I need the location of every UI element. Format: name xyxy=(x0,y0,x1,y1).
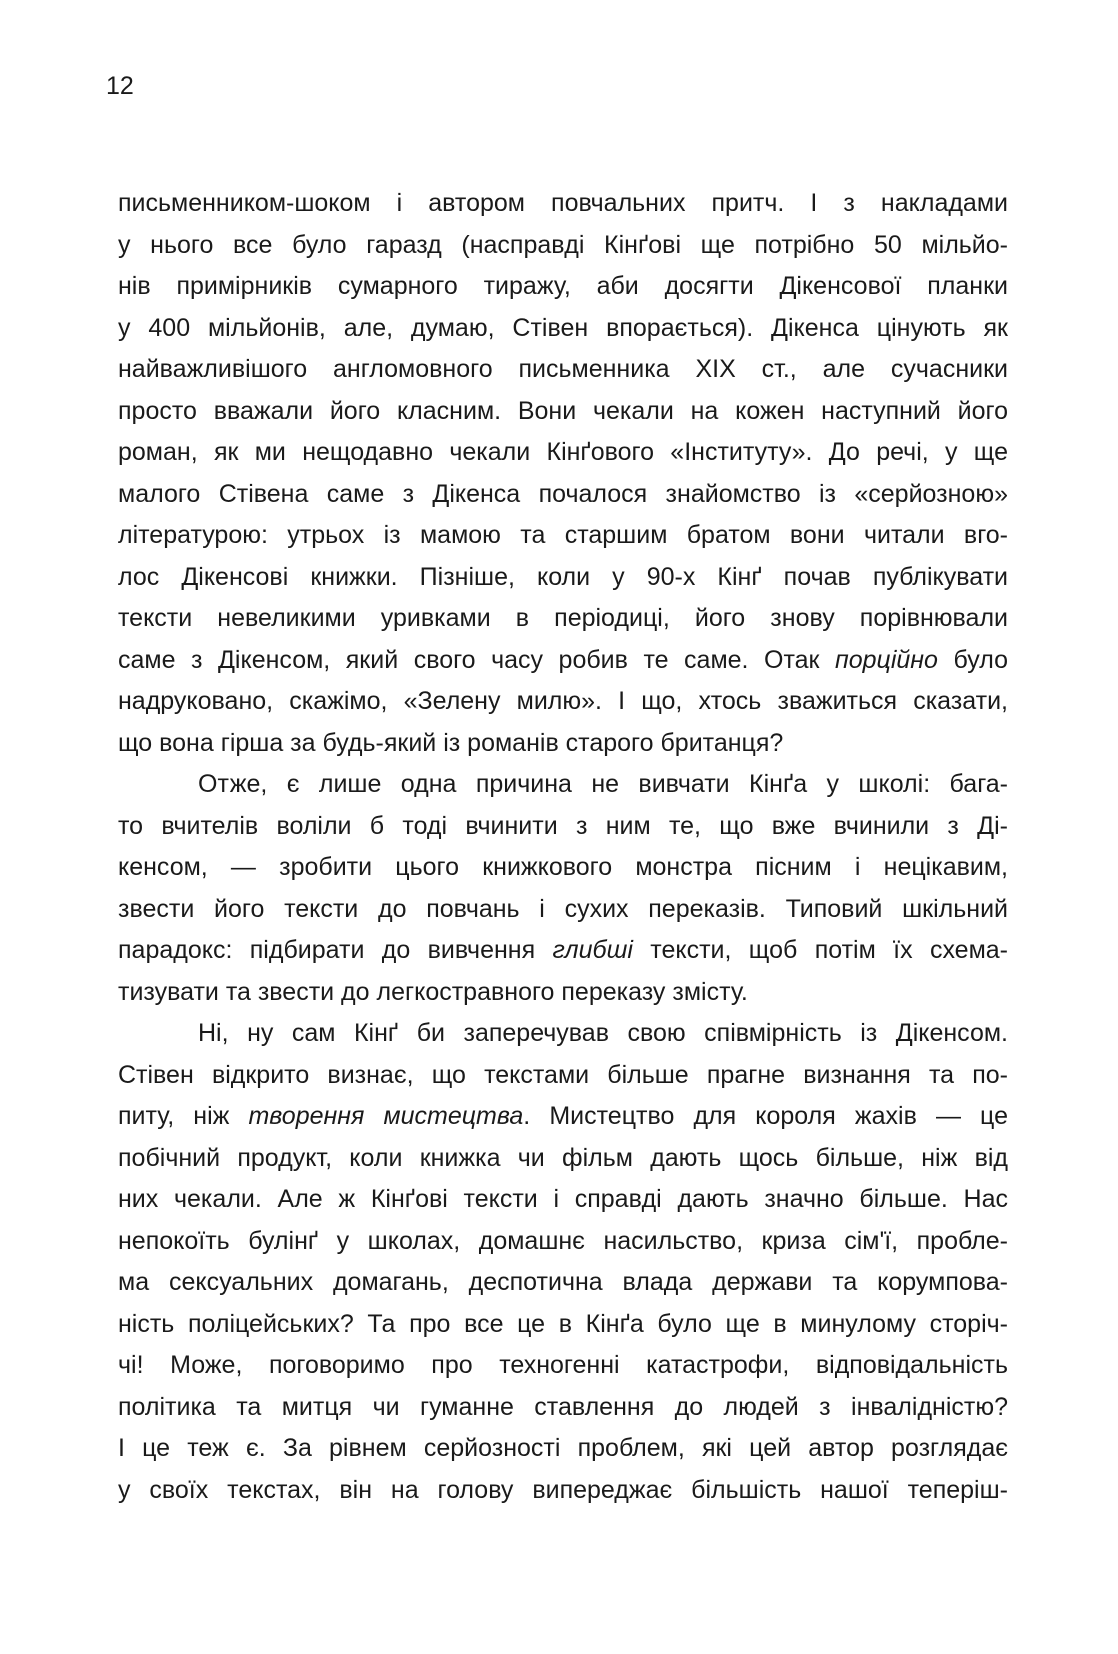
text-line: ма сексуальних домагань, деспотична влада держави та корумпова- xyxy=(118,1268,1008,1296)
text-segment: парадокс: підбирати до вивчення xyxy=(118,936,553,964)
text-line: надруковано, скажімо, «Зелену милю». І що, хтось зважиться сказати, xyxy=(118,687,1008,715)
text-line: І це теж є. За рівнем серйозності проблем, які цей автор розглядає xyxy=(118,1434,1008,1462)
text-line: Стівен відкрито визнає, що текстами більше прагне визнання та по- xyxy=(118,1060,1008,1089)
text-line: у 400 мільйонів, але, думаю, Стівен впорається). Дікенса цінують як xyxy=(118,313,1008,342)
text-line: непокоїть булінґ у школах, домашнє насильство, криза сім'ї, пробле- xyxy=(118,1226,1008,1255)
text-line: кенсом, — зробити цього книжкового монстра пісним і нецікавим, xyxy=(118,853,1008,881)
paragraph-3 xyxy=(118,1013,1008,1511)
text-line: лос Дікенсові книжки. Пізніше, коли у 90-х Кінґ почав публікувати xyxy=(118,562,1008,591)
text-line: Ні, ну сам Кінґ би заперечував свою співмірність із Дікенсом. xyxy=(198,1019,1008,1047)
text-line xyxy=(118,640,1008,682)
page-number: 12 xyxy=(106,72,134,100)
text-line: то вчителів воліли б тоді вчинити з ним те, що вже вчинили з Ді- xyxy=(118,811,1008,840)
text-line: тизувати та звести до легкостравного переказу змісту. xyxy=(118,977,748,1006)
text-segment: тексти, щоб потім їх схема- xyxy=(632,936,1008,964)
text-line: у своїх текстах, він на голову випереджає більшість нашої теперіш- xyxy=(118,1475,1008,1504)
text-line: Отже, є лише одна причина не вивчати Кінґа у школі: бага- xyxy=(198,770,1008,798)
text-segment: було xyxy=(937,645,1008,674)
text-line: письменником-шоком і автором повчальних притч. І з накладами xyxy=(118,189,1008,217)
text-line: побічний продукт, коли книжка чи фільм дають щось більше, ніж від xyxy=(118,1143,1008,1172)
text-line: нів примірників сумарного тиражу, аби досягти Дікенсової планки xyxy=(118,272,1008,300)
text-line: чі! Може, поговоримо про техногенні катастрофи, відповідальність xyxy=(118,1351,1008,1379)
text-line: тексти невеликими уривками в періодиці, його знову порівнювали xyxy=(118,604,1008,632)
text-line xyxy=(118,930,1008,972)
paragraph-2 xyxy=(118,764,1008,1013)
paragraph-1 xyxy=(118,183,1008,764)
italic-phrase: творення мистецтва xyxy=(248,1102,524,1130)
text-segment: питу, ніж xyxy=(118,1102,249,1130)
italic-word: глибші xyxy=(552,936,633,964)
text-line: що вона гірша за будь-який із романів старого британця? xyxy=(118,728,784,757)
text-line: малого Стівена саме з Дікенса почалося знайомство із «серйозною» xyxy=(118,479,1008,508)
text-line: політика та митця чи гуманне ставлення до людей з інвалідністю? xyxy=(118,1392,1008,1421)
text-line: просто вважали його класним. Вони чекали на кожен наступний його xyxy=(118,396,1008,425)
text-line: літературою: утрьох із мамою та старшим братом вони читали вго- xyxy=(118,521,1008,549)
text-line: звести його тексти до повчань і сухих переказів. Типовий шкільний xyxy=(118,894,1008,923)
text-line: найважливішого англомовного письменника ХІХ ст., але сучасники xyxy=(118,355,1008,383)
text-line: них чекали. Але ж Кінґові тексти і справді дають значно більше. Нас xyxy=(118,1185,1008,1213)
text-line: ність поліцейських? Та про все це в Кінґа було ще в минулому сторіч- xyxy=(118,1309,1008,1338)
text-line: у нього все було гаразд (насправді Кінґові ще потрібно 50 мільйо- xyxy=(118,230,1008,259)
text-segment: . Мистецтво для короля жахів — це xyxy=(523,1102,1008,1130)
text-line xyxy=(118,1096,1008,1138)
body-text xyxy=(118,183,1008,1511)
text-segment: саме з Дікенсом, який свого часу робив те саме. Отак xyxy=(118,645,835,674)
text-line: роман, як ми нещодавно чекали Кінґового «Інституту». До речі, у ще xyxy=(118,438,1008,466)
italic-word: порційно xyxy=(834,645,938,674)
